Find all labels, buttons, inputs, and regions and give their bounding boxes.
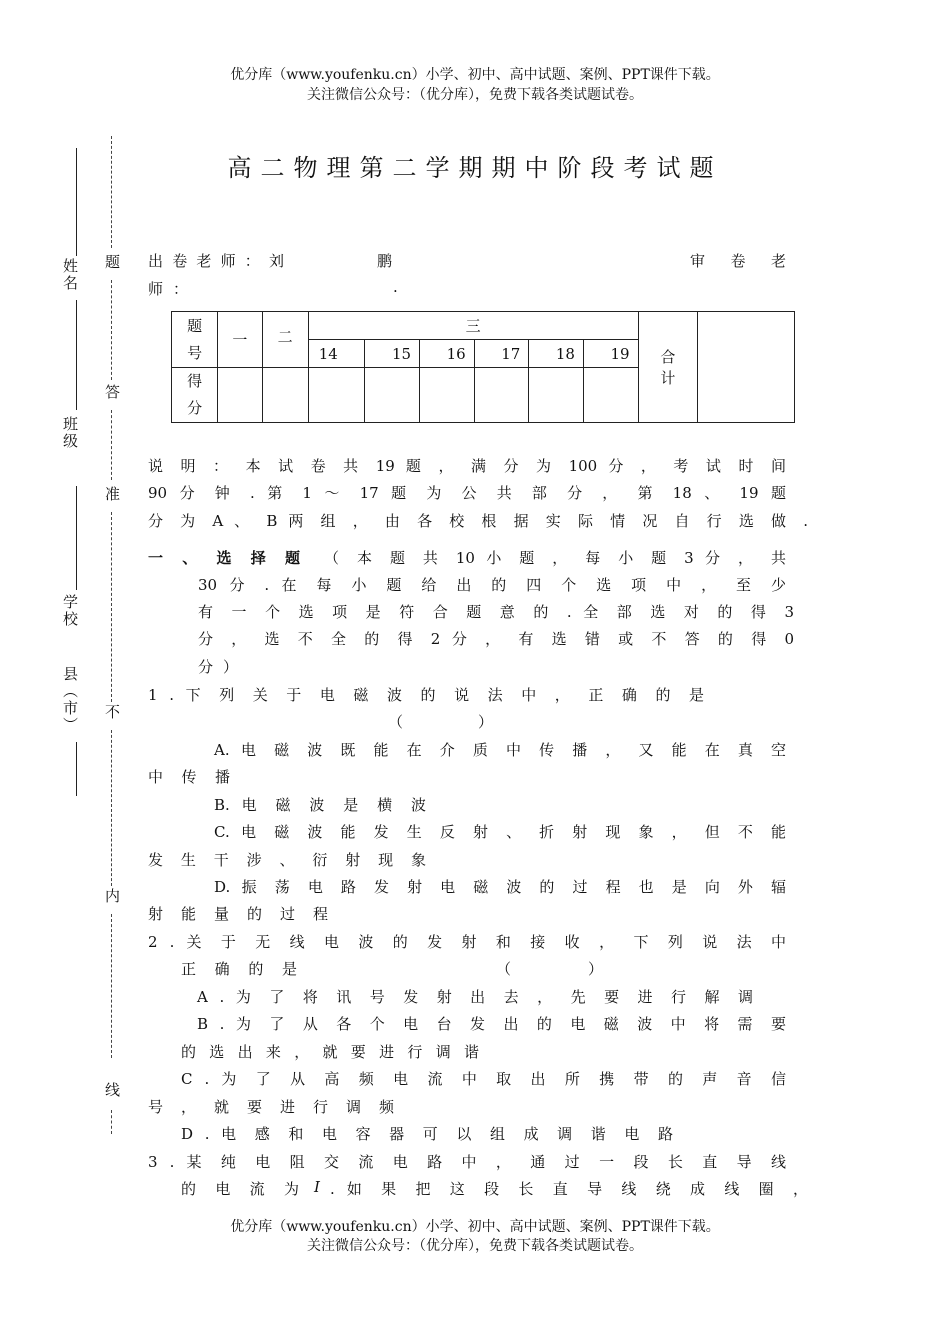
section-1-line-3: 有 一 个 选 项 是 符 合 题 意 的 . 全 部 选 对 的 得 3 — [198, 603, 794, 621]
school-line — [76, 486, 77, 590]
q2-paren-open: （ — [496, 960, 512, 978]
q2-stem-2: 正 确 的 是 — [181, 960, 297, 978]
seal-dash-6 — [111, 914, 112, 1058]
q3-line-2-post: . 如 果 把 这 段 长 直 导 线 绕 成 线 圈 ， — [330, 1180, 808, 1198]
class-line — [76, 300, 77, 410]
seal-dash-5 — [111, 730, 112, 886]
seal-char-zhun: 准 — [103, 486, 121, 501]
section-1-line-2: 30 分 . 在 每 小 题 给 出 的 四 个 选 项 中 ， 至 少 — [198, 576, 786, 594]
sub-col-15: 15 — [365, 340, 420, 368]
tihao-1: 题 — [187, 316, 203, 335]
q2-option-b-1: B . 为 了 从 各 个 电 台 发 出 的 电 磁 波 中 将 需 要 — [197, 1015, 786, 1033]
seal-char-nei: 内 — [103, 888, 121, 903]
seal-dash-4 — [111, 512, 112, 702]
score-cell-2[interactable] — [262, 368, 308, 423]
sub-col-17: 17 — [474, 340, 529, 368]
score-cell-19[interactable] — [583, 368, 638, 423]
q1-option-a-1: A. 电 磁 波 既 能 在 介 质 中 传 播 ， 又 能 在 真 空 — [214, 741, 786, 759]
footer-line-1: 优分库（www.youfenku.cn）小学、初中、高中试题、案例、PPT课件下载。 — [230, 1219, 720, 1235]
section-1-line-4: 分 ， 选 不 全 的 得 2 分 ， 有 选 错 或 不 答 的 得 0 — [198, 630, 794, 648]
q2-option-d: D . 电 感 和 电 容 器 可 以 组 成 调 谐 电 路 — [181, 1125, 673, 1143]
label-class: 班级 — [61, 416, 79, 450]
page-title: 高二物理第二学期期中阶段考试题 — [227, 154, 723, 182]
name-line — [76, 148, 77, 256]
col-3-header: 三 — [308, 312, 638, 340]
col-1-header: 一 — [218, 312, 262, 368]
footer-line-2: 关注微信公众号：（优分库），免费下载各类试题试卷。 — [307, 1238, 643, 1254]
q2-option-c-1: C . 为 了 从 高 频 电 流 中 取 出 所 携 带 的 声 音 信 — [181, 1070, 786, 1088]
sub-col-18: 18 — [529, 340, 584, 368]
seal-char-ti: 题 — [103, 254, 121, 269]
score-cell-14[interactable] — [308, 368, 365, 423]
setter-name-2: 鹏 — [377, 252, 393, 270]
defen-cell — [172, 368, 218, 423]
q1-paren-open: （ — [388, 713, 404, 731]
section-1-line-5: 分 ） — [198, 658, 238, 676]
q1-stem: 1 . 下 列 关 于 电 磁 波 的 说 法 中 ， 正 确 的 是 — [148, 686, 704, 704]
reviewer-dot: . — [393, 278, 398, 296]
q3-line-2-pre: 的 电 流 为 — [181, 1180, 299, 1198]
total-score-cell[interactable] — [698, 312, 795, 423]
header-line-2: 关注微信公众号：（优分库），免费下载各类试题试卷。 — [307, 87, 643, 103]
seal-dash-1 — [111, 136, 112, 248]
q2-paren-close: ） — [588, 960, 604, 978]
tihao-cell — [172, 312, 218, 368]
sub-col-19: 19 — [583, 340, 638, 368]
seal-dash-2 — [111, 280, 112, 380]
section-1-heading: 一 、 选 择 题 — [148, 549, 300, 567]
seal-dash-7 — [111, 1110, 112, 1134]
q3-line-1: 3 . 某 纯 电 阻 交 流 电 路 中 ， 通 过 一 段 长 直 导 线 — [148, 1153, 786, 1171]
label-name: 姓名 — [61, 258, 79, 292]
q1-option-d-1: D. 振 荡 电 路 发 射 电 磁 波 的 过 程 也 是 向 外 辐 — [214, 878, 786, 896]
seal-char-xian: 线 — [103, 1082, 121, 1097]
defen-1: 得 — [187, 372, 203, 390]
instructions-line-3: 分 为 A 、 B 两 组 ， 由 各 校 根 据 实 际 情 况 自 行 选 做 . — [148, 512, 808, 530]
q1-option-a-2: 中 传 播 — [148, 768, 230, 786]
score-table — [171, 311, 795, 423]
q1-paren-close: ） — [478, 713, 494, 731]
instructions-line-2: 90 分 钟 . 第 1 ～ 17 题 为 公 共 部 分 ， 第 18 、 19 题 — [148, 484, 786, 502]
q1-option-d-2: 射 能 量 的 过 程 — [148, 905, 328, 923]
q2-stem: 2 . 关 于 无 线 电 波 的 发 射 和 接 收 ， 下 列 说 法 中 — [148, 933, 786, 951]
q2-option-c-2: 号 ， 就 要 进 行 调 频 — [148, 1098, 394, 1116]
sub-col-16: 16 — [420, 340, 475, 368]
seal-char-bu: 不 — [103, 704, 121, 719]
sub-col-14: 14 — [308, 340, 365, 368]
total-1: 合 — [660, 348, 676, 366]
score-cell-1[interactable] — [218, 368, 262, 423]
reviewer-label-cont: 师： — [148, 280, 188, 298]
score-cell-18[interactable] — [529, 368, 584, 423]
label-school: 学校 — [61, 594, 79, 628]
col-2-header: 二 — [262, 312, 308, 368]
seal-char-da: 答 — [103, 384, 121, 399]
defen-2: 分 — [187, 399, 203, 417]
tihao-2: 号 — [187, 343, 203, 362]
total-cell — [638, 312, 697, 423]
seal-dash-3 — [111, 410, 112, 480]
q3-current-var: I — [314, 1178, 320, 1196]
label-county: 县（市） — [61, 666, 79, 734]
q2-option-a: A . 为 了 将 讯 号 发 射 出 去 ， 先 要 进 行 解 调 — [197, 988, 753, 1006]
q1-option-c-1: C. 电 磁 波 能 发 生 反 射 、 折 射 现 象 ， 但 不 能 — [214, 823, 786, 841]
header-line-1: 优分库（www.youfenku.cn）小学、初中、高中试题、案例、PPT课件下载。 — [230, 67, 720, 83]
score-cell-17[interactable] — [474, 368, 529, 423]
q1-option-c-2: 发 生 干 涉 、 衍 射 现 象 — [148, 851, 426, 869]
total-2: 计 — [660, 369, 676, 387]
setter-label: 出卷老师：刘 — [148, 252, 284, 270]
reviewer-label: 审卷老 — [690, 252, 786, 270]
score-cell-15[interactable] — [365, 368, 420, 423]
county-line — [76, 742, 77, 796]
q2-option-b-2: 的 选 出 来 ， 就 要 进 行 调 谐 — [181, 1043, 479, 1061]
q1-option-b: B. 电 磁 波 是 横 波 — [214, 796, 426, 814]
instructions-line-1: 说 明 ： 本 试 卷 共 19 题 ， 满 分 为 100 分 ， 考 试 时 间 — [148, 457, 786, 475]
score-cell-16[interactable] — [420, 368, 475, 423]
section-1-line-1: （ 本 题 共 10 小 题 ， 每 小 题 3 分 ， 共 — [324, 549, 786, 567]
